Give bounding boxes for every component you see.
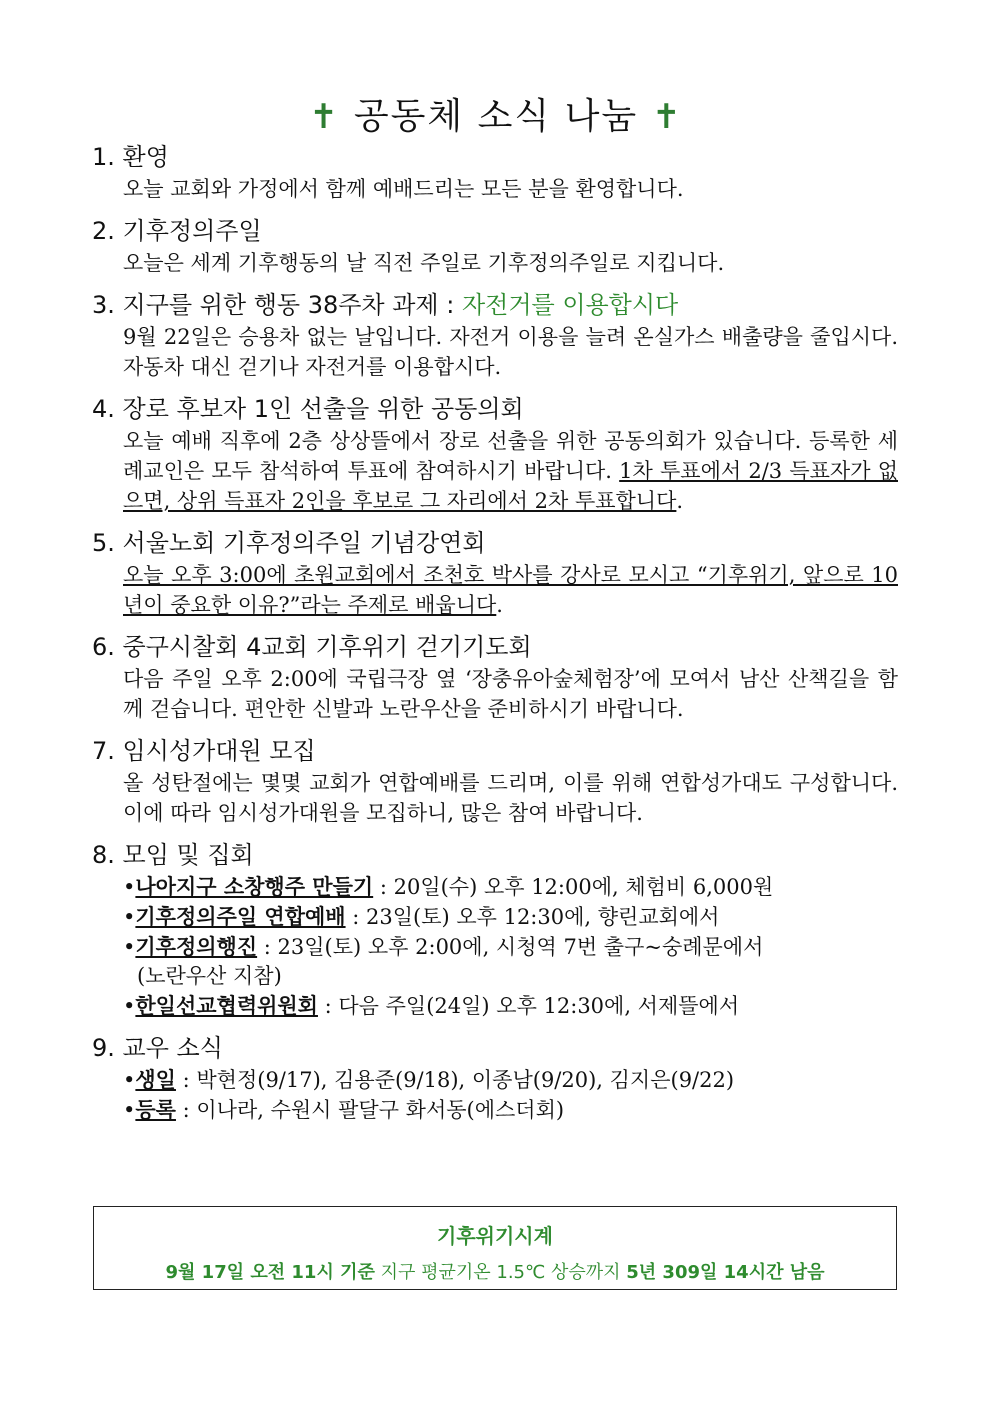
clock-date: 9월 17일 오전 11시 기준: [165, 1262, 375, 1283]
meeting-detail: : 20일(수) 오후 12:00에, 체험비 6,000원: [373, 875, 774, 899]
item-body: 오늘은 세계 기후행동의 날 직전 주일로 기후정의주일로 지킵니다.: [123, 251, 725, 275]
bullet: •: [123, 1098, 136, 1122]
meeting-detail: : 다음 주일(24일) 오후 12:30에, 서제뜰에서: [317, 994, 740, 1018]
clock-remaining: 5년 309일 14시간 남음: [626, 1262, 825, 1283]
period: .: [676, 489, 684, 513]
item-prayer-walk: [92, 630, 898, 724]
meeting-detail-continued: (노란우산 지참): [137, 964, 282, 988]
climate-clock-box: [93, 1206, 897, 1290]
bullet: •: [123, 994, 136, 1018]
announcement-list: [92, 140, 898, 1135]
member-news-list: [92, 1065, 898, 1125]
item-lecture: [92, 526, 898, 620]
bullet: •: [123, 935, 136, 959]
item-heading: 9. 교우 소식: [92, 1034, 223, 1062]
news-label: 생일: [135, 1067, 176, 1092]
list-item: [123, 991, 898, 1021]
item-body: [92, 560, 898, 620]
climate-clock-line: [94, 1258, 896, 1284]
list-item: [123, 1095, 898, 1125]
news-label: 등록: [135, 1097, 176, 1122]
item-heading: 2. 기후정의주일: [92, 217, 262, 245]
item-meetings: [92, 838, 898, 1021]
title-text: 공동체 소식 나눔: [353, 96, 639, 137]
bullet: •: [123, 905, 136, 929]
clock-text: 지구 평균기온 1.5℃ 상승까지: [374, 1262, 627, 1283]
bullet: •: [123, 1068, 136, 1092]
meeting-detail: : 23일(토) 오후 12:30에, 향린교회에서: [345, 905, 720, 929]
meeting-label: 나아지구 소창행주 만들기: [135, 874, 374, 899]
item-member-news: [92, 1031, 898, 1125]
list-item: [123, 1065, 898, 1095]
underlined-notice: 오늘 오후 3:00에 초원교회에서 조천호 박사를 강사로 모시고 “기후위기, 앞으로 10년이 중요한 이유?”라는 주제로 배웁니다: [123, 563, 898, 617]
item-body: 오늘 교회와 가정에서 함께 예배드리는 모든 분을 환영합니다.: [123, 177, 684, 201]
item-heading: 1. 환영: [92, 143, 169, 171]
list-item: [123, 932, 898, 962]
item-body: 올 성탄절에는 몇몇 교회가 연합예배를 드리며, 이를 위해 연합성가대도 구성합니다. 이에 따라 임시성가대원을 모집하니, 많은 참여 바랍니다.: [123, 771, 898, 825]
page-title: [0, 88, 992, 139]
list-item: [123, 902, 898, 932]
item-heading: 7. 임시성가대원 모집: [92, 737, 316, 765]
item-heading-text: 3. 지구를 위한 행동 38주차 과제 :: [92, 291, 462, 319]
item-body-text: 오늘 예배 직후에 2층 상상뜰에서 장로 선출을 위한 공동의회가 있습니다. 등록한 세례교인은 모두 참석하여 투표에 참여하시기 바랍니다.: [123, 429, 898, 483]
underlined-notice: 1차 투표에서 2/3 득표자가 없으면, 상위 득표자 2인을 후보로 그 자리에서 2차 투표합니다: [123, 459, 898, 513]
item-heading: [92, 288, 898, 322]
period: .: [496, 593, 503, 617]
meeting-list: [92, 872, 898, 1021]
item-elder-election: [92, 392, 898, 516]
item-welcome: [92, 140, 898, 204]
meeting-label: 기후정의주일 연합예배: [135, 904, 346, 929]
news-detail: : 박현정(9/17), 김용준(9/18), 이종남(9/20), 김지은(9/22): [175, 1068, 735, 1092]
task-highlight: 자전거를 이용합시다: [461, 291, 679, 319]
item-earth-action: [92, 288, 898, 382]
item-heading: 5. 서울노회 기후정의주일 기념강연회: [92, 529, 486, 557]
item-choir: [92, 734, 898, 828]
meeting-detail: : 23일(토) 오후 2:00에, 시청역 7번 출구~숭례문에서: [257, 935, 764, 959]
climate-clock-title: 기후위기시계: [437, 1224, 553, 1248]
item-body: 9월 22일은 승용차 없는 날입니다. 자전거 이용을 늘려 온실가스 배출량을 줄입시다. 자동차 대신 걷기나 자전거를 이용합시다.: [123, 325, 898, 379]
cross-icon: ✝: [309, 97, 340, 137]
item-body: 다음 주일 오후 2:00에 국립극장 옆 ‘장충유아숲체험장’에 모여서 남산 산책길을 함께 걷습니다. 편안한 신발과 노란우산을 준비하시기 바랍니다.: [123, 667, 898, 721]
news-detail: : 이나라, 수원시 팔달구 화서동(에스더회): [175, 1098, 565, 1122]
item-heading: 6. 중구시찰회 4교회 기후위기 걷기기도회: [92, 633, 532, 661]
meeting-label: 기후정의행진: [135, 934, 258, 959]
item-body: [92, 426, 898, 516]
item-heading: 4. 장로 후보자 1인 선출을 위한 공동의회: [92, 395, 524, 423]
cross-icon: ✝: [652, 97, 683, 137]
item-climate-sunday: [92, 214, 898, 278]
bullet: •: [123, 875, 136, 899]
item-heading: 8. 모임 및 집회: [92, 841, 254, 869]
list-item: [123, 872, 898, 902]
meeting-label: 한일선교협력위원회: [135, 993, 318, 1018]
